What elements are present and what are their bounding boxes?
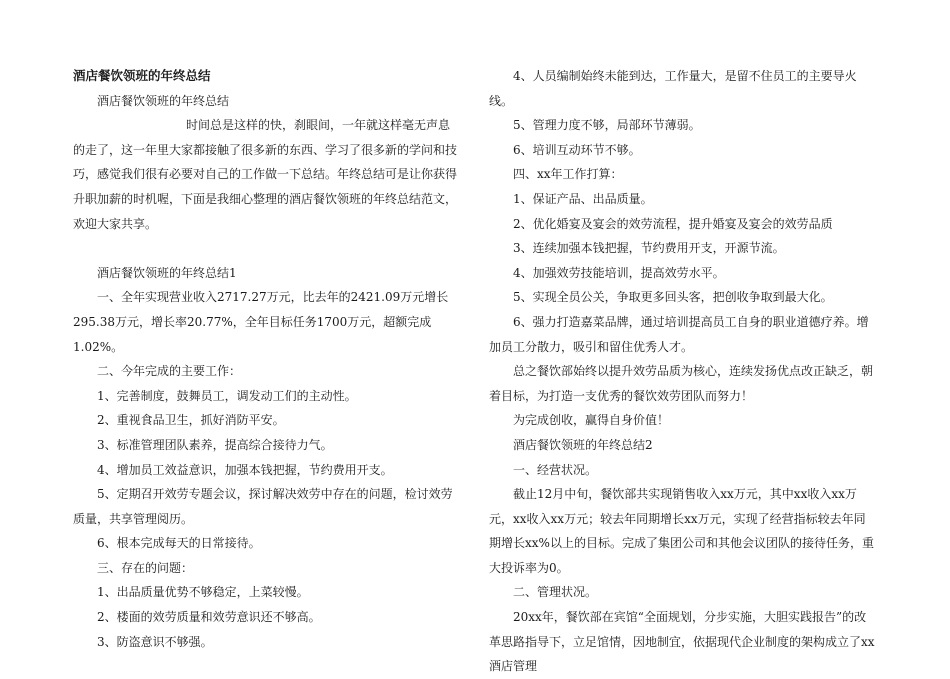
problem-item-2: 2、楼面的效劳质量和效劳意识还不够高。 bbox=[97, 610, 321, 625]
revenue-paragraph: 一、全年实现营业收入2717.27万元，比去年的2421.09万元增长295.38万元，增长率20.77%，全年目标任务1700万元，超额完成1.02%。 bbox=[73, 290, 449, 354]
right-column bbox=[489, 64, 877, 679]
section1-heading: 酒店餐饮领班的年终总结1 bbox=[97, 265, 237, 280]
plan-item-3: 3、连续加强本钱把握，节约费用开支，开源节流。 bbox=[513, 241, 785, 256]
intro-paragraph: 时间总是这样的快，刹眼间，一年就这样毫无声息的走了，这一年里大家都接触了很多新的东西、学习了很多新的学问和技巧，感觉我们很有必要对自己的工作做一下总结。年终总结可是让你获得升职加薪的时机喔，下面是我细心整理的酒店餐饮领班的年终总结范文，欢迎大家共享。 bbox=[73, 118, 458, 231]
problem-item-5: 5、管理力度不够，局部环节薄弱。 bbox=[513, 118, 701, 133]
management-heading: 二、管理状况。 bbox=[513, 585, 598, 600]
operations-paragraph: 截止12月中旬，餐饮部共实现销售收入xx万元，其中xx收入xx万元，xx收入xx万元；较去年同期增长xx万元，实现了经营指标较去年同期增长xx%以上的目标。完成了集团公司和其他会议团队的接待任务，重大投诉率为0。 bbox=[489, 487, 874, 575]
work-item-6: 6、根本完成每天的日常接待。 bbox=[97, 536, 261, 551]
document-title: 酒店餐饮领班的年终总结 bbox=[73, 68, 211, 83]
left-column bbox=[73, 64, 458, 654]
work-item-5: 5、定期召开效劳专题会议，探讨解决效劳中存在的问题，检讨效劳质量，共享管理阅历。 bbox=[73, 487, 453, 526]
main-work-heading: 二、今年完成的主要工作： bbox=[97, 364, 242, 379]
management-paragraph: 20xx年，餐饮部在宾馆“全面规划，分步实施，大胆实践报告”的改革思路指导下，立足馆情，因地制宜，依据现代企业制度的架构成立了xx酒店管理 bbox=[489, 610, 875, 674]
document-subtitle: 酒店餐饮领班的年终总结 bbox=[97, 93, 230, 108]
plan-item-1: 1、保证产品、出品质量。 bbox=[513, 191, 653, 206]
summary-paragraph: 总之餐饮部始终以提升效劳品质为核心，连续发扬优点改正缺乏，朝着目标，为打造一支优秀的餐饮效劳团队而努力！ bbox=[489, 364, 874, 403]
plan-item-6: 6、强力打造嘉菜品牌，通过培训提高员工自身的职业道德疗养。增加员工分散力，吸引和留住优秀人才。 bbox=[489, 314, 869, 354]
plan-item-5: 5、实现全员公关，争取更多回头客，把创收争取到最大化。 bbox=[513, 290, 833, 305]
work-item-3: 3、标准管理团队素养，提高综合接待力气。 bbox=[97, 437, 333, 452]
problem-item-1: 1、出品质量优势不够稳定，上菜较慢。 bbox=[97, 585, 309, 600]
plan-item-4: 4、加强效劳技能培训，提高效劳水平。 bbox=[513, 265, 725, 280]
problem-item-6: 6、培训互动环节不够。 bbox=[513, 142, 641, 157]
plan-item-2: 2、优化婚宴及宴会的效劳流程，提升婚宴及宴会的效劳品质 bbox=[513, 216, 833, 231]
motto-line: 为完成创收，赢得自身价值！ bbox=[513, 413, 670, 428]
work-item-4: 4、增加员工效益意识，加强本钱把握，节约费用开支。 bbox=[97, 462, 393, 477]
paragraph-gap bbox=[73, 236, 458, 261]
plan-heading: 四、xx年工作打算： bbox=[513, 167, 623, 182]
section2-heading: 酒店餐饮领班的年终总结2 bbox=[513, 437, 653, 452]
problem-item-3: 3、防盗意识不够强。 bbox=[97, 634, 213, 649]
operations-heading: 一、经营状况。 bbox=[513, 462, 598, 477]
work-item-2: 2、重视食品卫生，抓好消防平安。 bbox=[97, 413, 285, 428]
problem-item-4: 4、人员编制始终未能到达，工作量大，是留不住员工的主要导火线。 bbox=[489, 69, 857, 108]
work-item-1: 1、完善制度，鼓舞员工，调发动工们的主动性。 bbox=[97, 388, 357, 403]
problems-heading: 三、存在的问题： bbox=[97, 560, 194, 575]
